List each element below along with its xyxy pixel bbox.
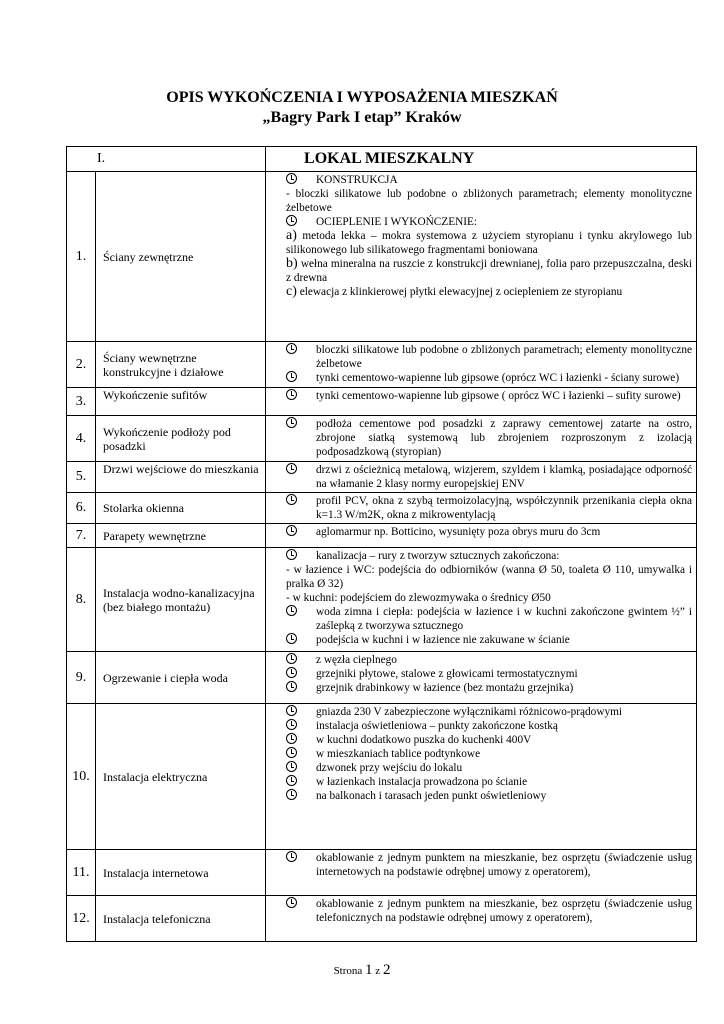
row-number: 8.	[67, 548, 96, 652]
row-label: Ściany zewnętrzne	[96, 172, 266, 342]
footer-sep: z	[375, 965, 381, 977]
row-number: 6.	[67, 493, 96, 524]
check-item	[286, 389, 692, 403]
clock-bullet-icon	[286, 389, 297, 400]
check-item-text: podejścia w kuchni i w łazience nie zakuwane w ścianie	[316, 634, 570, 646]
row-description	[266, 462, 697, 493]
row-description	[266, 388, 697, 416]
clock-bullet-icon	[286, 173, 297, 184]
check-item-text: z węzła cieplnego	[316, 654, 397, 666]
check-item-text: grzejnik drabinkowy w łazience (bez montażu grzejnika)	[316, 682, 574, 694]
lettered-item	[286, 229, 692, 257]
clock-bullet-icon	[286, 343, 297, 354]
plain-item: - w kuchni: podejściem do zlewozmywaka o średnicy Ø50	[286, 592, 551, 604]
row-number: 9.	[67, 652, 96, 704]
check-item	[286, 653, 692, 667]
row-number: 2.	[67, 342, 96, 388]
row-label: Drzwi wejściowe do mieszkania	[96, 462, 266, 493]
row-description	[266, 172, 697, 342]
check-item	[286, 525, 692, 539]
row-label: Wykończenie podłoży pod posadzki	[96, 416, 266, 462]
row-number: 11.	[67, 850, 96, 896]
footer-total: 2	[382, 962, 391, 978]
table-row	[67, 388, 697, 416]
clock-bullet-icon	[286, 667, 297, 678]
check-item-text: tynki cementowo-wapienne lub gipsowe ( oprócz WC i łazienki – sufity surowe)	[316, 390, 681, 402]
check-item-text: w kuchni dodatkowo puszka do kuchenki 400V	[316, 734, 532, 746]
footer-prefix: Strona	[333, 965, 363, 977]
check-item-text: bloczki silikatowe lub podobne o zbliżonych parametrach; elementy monolityczne żelbetowe	[316, 344, 693, 370]
check-item	[286, 667, 692, 681]
check-item-text: woda zimna i ciepła: podejścia w łazience i w kuchni zakończone gwintem ½” i zaślepką z tworzywa sztucznego	[316, 606, 693, 632]
check-item-text: tynki cementowo-wapienne lub gipsowe (oprócz WC i łazienki - ściany surowe)	[316, 372, 680, 384]
check-item-text: dzwonek przy wejściu do lokalu	[316, 762, 463, 774]
check-item-text: kanalizacja – rury z tworzyw sztucznych zakończona:	[316, 550, 560, 562]
specification-table	[66, 146, 697, 942]
check-item	[286, 371, 692, 385]
row-label: Parapety wewnętrzne	[96, 524, 266, 548]
check-item	[286, 789, 692, 803]
section-number: I.	[67, 147, 266, 172]
clock-bullet-icon	[286, 549, 297, 560]
check-item	[286, 605, 692, 633]
check-item-text: w mieszkaniach tablice podtynkowe	[316, 748, 481, 760]
check-item	[286, 897, 692, 925]
check-item	[286, 705, 692, 719]
table-row	[67, 172, 697, 342]
lettered-item-text: metoda lekka – mokra systemowa z użyciem styropianu i tynku akrylowego lub silikonowego lub silikatowego fragmentami boniowana	[286, 230, 692, 256]
check-item-text: podłoża cementowe pod posadzki z zaprawy cementowej zatarte na ostro, zbrojone siatką systemową lub zbrojeniem rozproszonym z izolacją podposadzkową (styropian)	[316, 418, 693, 458]
document-subtitle: „Bagry Park I etap” Kraków	[262, 109, 462, 126]
row-number: 3.	[67, 388, 96, 416]
row-label: Instalacja telefoniczna	[96, 896, 266, 942]
section-header-row	[67, 147, 697, 172]
row-description	[266, 342, 697, 388]
clock-bullet-icon	[286, 789, 297, 800]
row-number: 12.	[67, 896, 96, 942]
item-letter: a)	[286, 228, 297, 243]
row-label: Wykończenie sufitów	[96, 388, 266, 416]
check-item	[286, 851, 692, 879]
check-item-text: OCIEPLENIE I WYKOŃCZENIE:	[316, 216, 478, 228]
row-description	[266, 896, 697, 942]
table-row	[67, 342, 697, 388]
document-title: OPIS WYKOŃCZENIA I WYPOSAŻENIA MIESZKAŃ	[166, 89, 558, 106]
check-item	[286, 681, 692, 695]
lettered-item-text: elewacja z klinkierowej płytki elewacyjnej z ociepleniem ze styropianu	[299, 286, 623, 298]
check-item-text: okablowanie z jednym punktem na mieszkanie, bez osprzętu (świadczenie usług internetowych na podstawie odrębnej umowy z operatorem),	[316, 852, 693, 878]
clock-bullet-icon	[286, 897, 297, 908]
row-description	[266, 493, 697, 524]
check-item-text: okablowanie z jednym punktem na mieszkanie, bez osprzętu (świadczenie usług telefonicznych na podstawie odrębnej umowy z operatorem),	[316, 898, 693, 924]
check-item	[286, 549, 692, 563]
table-row	[67, 462, 697, 493]
row-description	[266, 704, 697, 850]
check-item-text: aglomarmur np. Botticino, wysunięty poza obrys muru do 3cm	[316, 526, 601, 538]
clock-bullet-icon	[286, 761, 297, 772]
row-description	[266, 652, 697, 704]
check-item-text: profil PCV, okna z szybą termoizolacyjną, współczynnik przenikania ciepła okna k=1.3 W/m2K, okna z mikrowentylacją	[316, 495, 693, 521]
plain-item: - bloczki silikatowe lub podobne o zbliżonych parametrach; elementy monolityczne żelbetowe	[286, 188, 693, 214]
clock-bullet-icon	[286, 653, 297, 664]
check-item-text: instalacja oświetleniowa – punkty zakończone kostką	[316, 720, 558, 732]
table-row	[67, 524, 697, 548]
row-number: 1.	[67, 172, 96, 342]
table-row	[67, 704, 697, 850]
clock-bullet-icon	[286, 371, 297, 382]
clock-bullet-icon	[286, 494, 297, 505]
clock-bullet-icon	[286, 719, 297, 730]
table-row	[67, 850, 697, 896]
check-item	[286, 761, 692, 775]
row-label: Instalacja elektryczna	[96, 704, 266, 850]
check-item	[286, 343, 692, 371]
table-row	[67, 652, 697, 704]
row-label: Ogrzewanie i ciepła woda	[96, 652, 266, 704]
row-label: Stolarka okienna	[96, 493, 266, 524]
footer-page: 1	[365, 962, 373, 978]
check-item	[286, 633, 692, 647]
table-row	[67, 416, 697, 462]
page-footer	[0, 962, 724, 979]
clock-bullet-icon	[286, 747, 297, 758]
clock-bullet-icon	[286, 705, 297, 716]
clock-bullet-icon	[286, 525, 297, 536]
check-item-text: drzwi z ościeżnicą metalową, wizjerem, szyldem i klamką, posiadające odporność na włamanie 2 klasy normy europejskiej ENV	[316, 464, 693, 490]
check-item	[286, 173, 692, 187]
check-item-text: gniazda 230 V zabezpieczone wyłącznikami różnicowo-prądowymi	[316, 706, 623, 718]
clock-bullet-icon	[286, 463, 297, 474]
row-number: 7.	[67, 524, 96, 548]
check-item-text: na balkonach i tarasach jeden punkt oświetleniowy	[316, 790, 547, 802]
check-item	[286, 719, 692, 733]
check-item	[286, 463, 692, 491]
check-item-text: w łazienkach instalacja prowadzona po ścianie	[316, 776, 528, 788]
check-item-text: KONSTRUKCJA	[316, 174, 398, 186]
row-label: Ściany wewnętrzne konstrukcyjne i działowe	[96, 342, 266, 388]
row-label: Instalacja wodno-kanalizacyjna (bez białego montażu)	[96, 548, 266, 652]
check-item	[286, 733, 692, 747]
table-row	[67, 493, 697, 524]
lettered-item-text: wełna mineralna na ruszcie z konstrukcji drewnianej, folia paro przepuszczalna, deski z drewna	[286, 258, 693, 284]
table-row	[67, 896, 697, 942]
row-number: 10.	[67, 704, 96, 850]
row-description	[266, 548, 697, 652]
row-number: 4.	[67, 416, 96, 462]
check-item	[286, 747, 692, 761]
clock-bullet-icon	[286, 605, 297, 616]
check-item	[286, 215, 692, 229]
lettered-item	[286, 285, 692, 299]
row-description	[266, 416, 697, 462]
row-description	[266, 850, 697, 896]
clock-bullet-icon	[286, 775, 297, 786]
table-row	[67, 548, 697, 652]
clock-bullet-icon	[286, 733, 297, 744]
check-item	[286, 494, 692, 522]
clock-bullet-icon	[286, 417, 297, 428]
check-item	[286, 775, 692, 789]
row-number: 5.	[67, 462, 96, 493]
clock-bullet-icon	[286, 681, 297, 692]
item-letter: b)	[286, 256, 298, 271]
plain-item: - w łazience i WC: podejścia do odbiorników (wanna Ø 50, toaleta Ø 110, umywalka i pralka Ø 32)	[286, 564, 693, 590]
section-title: LOKAL MIESZKALNY	[266, 147, 697, 172]
row-label: Instalacja internetowa	[96, 850, 266, 896]
clock-bullet-icon	[286, 215, 297, 226]
lettered-item	[286, 257, 692, 285]
check-item-text: grzejniki płytowe, stalowe z głowicami termostatycznymi	[316, 668, 578, 680]
clock-bullet-icon	[286, 851, 297, 862]
clock-bullet-icon	[286, 633, 297, 644]
row-description	[266, 524, 697, 548]
item-letter: c)	[286, 284, 297, 299]
check-item	[286, 417, 692, 459]
